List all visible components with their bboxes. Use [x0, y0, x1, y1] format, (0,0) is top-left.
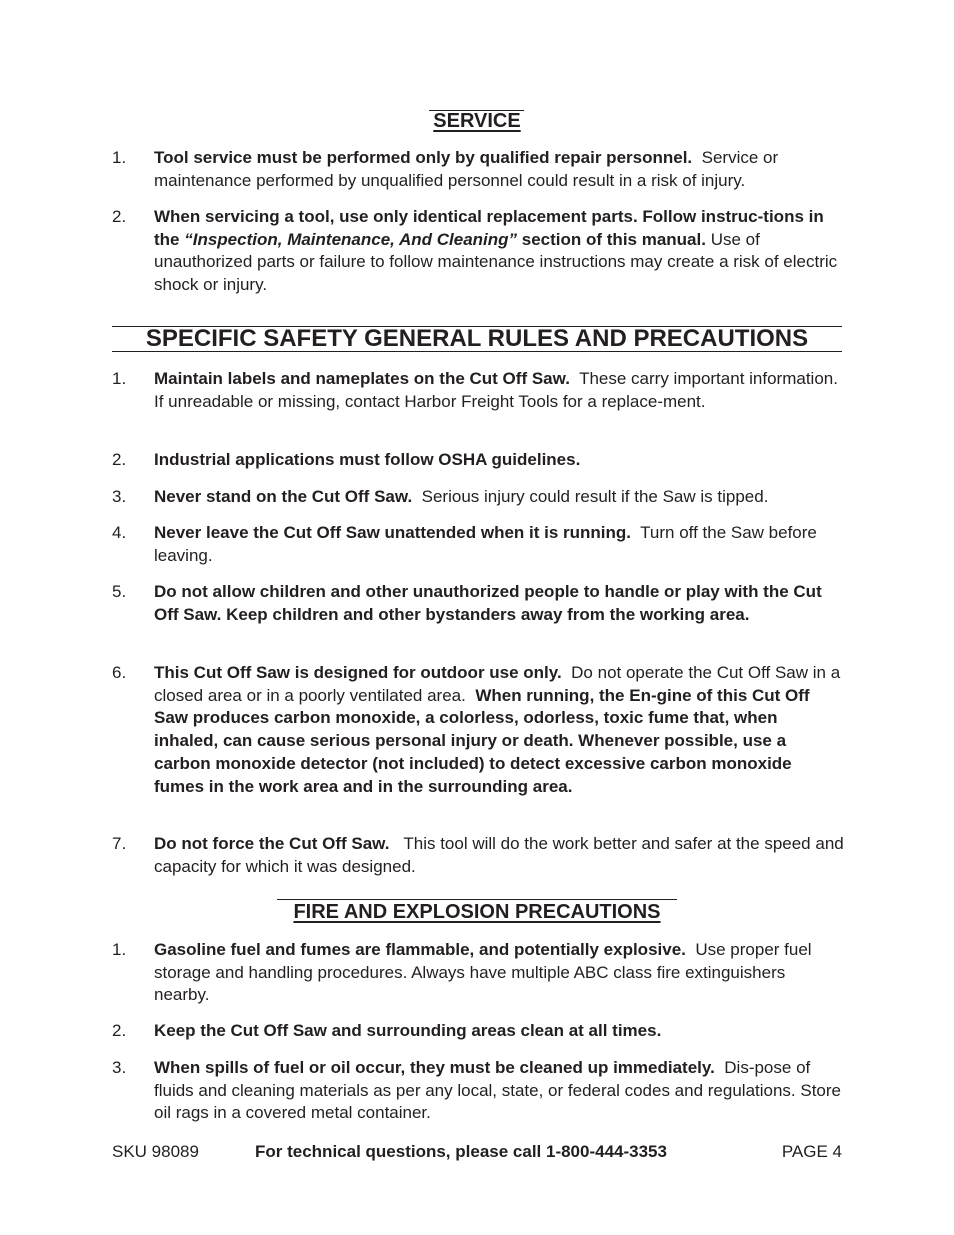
item-bold-text: Do not allow children and other unauthorized people to handle or play with the Cut Off Saw. Keep children and other bystanders away from the working area.: [154, 582, 822, 624]
item-number: 2.: [112, 207, 127, 226]
item-bold-text: Gasoline fuel and fumes are flammable, and potentially explosive.: [154, 940, 686, 959]
item-bold-text: Never leave the Cut Off Saw unattended when it is running.: [154, 523, 632, 542]
item-text: Turn off the Saw before leaving.: [154, 523, 817, 565]
item-number: 3.: [112, 487, 127, 506]
item-text: This tool will do the work better and safer at the speed and capacity for which it was designed.: [154, 834, 844, 876]
item-number: 7.: [112, 834, 127, 853]
item-text: Serious injury could result if the Saw is tipped.: [421, 487, 769, 506]
specific-title-underline: [112, 351, 842, 352]
item-text: Do not operate the Cut Off Saw in a closed area or in a poorly ventilated area.: [154, 663, 841, 705]
fire-section-title: FIRE AND EXPLOSION PRECAUTIONS: [293, 901, 661, 923]
item-number: 6.: [112, 663, 127, 682]
item-number: 5.: [112, 582, 127, 601]
item-number: 1.: [112, 940, 127, 959]
item-text: Use proper fuel storage and handling procedures. Always have multiple ABC class fire extinguishers nearby.: [154, 940, 812, 1005]
item-text: Service or maintenance performed by unqualified personnel could result in a risk of injury.: [154, 148, 779, 190]
footer-page-number: PAGE 4: [781, 1142, 842, 1161]
item-bold-text: Tool service must be performed only by qualified repair personnel.: [154, 148, 693, 167]
item-bold-text: When servicing a tool, use only identical replacement parts. Follow instruc-tions in the: [154, 207, 824, 249]
item-bold-text: This Cut Off Saw is designed for outdoor use only.: [154, 663, 562, 682]
item-bold-text: Never stand on the Cut Off Saw.: [154, 487, 413, 506]
item-bold-text-2: When running, the En-gine of this Cut Off Saw produces carbon monoxide, a colorless, odorless, toxic fume that, when inhaled, can cause serious personal injury or death. Whenever possible, use a carbon monoxide detector (not included) to detect excessive carbon monoxide fumes in the work area and in the surrounding area.: [154, 685, 810, 796]
item-bold-text: Keep the Cut Off Saw and surrounding areas clean at all times.: [154, 1021, 662, 1040]
footer-phone: For technical questions, please call 1-800-444-3353: [255, 1142, 667, 1161]
specific-section-title: SPECIFIC SAFETY GENERAL RULES AND PRECAUTIONS: [145, 325, 809, 352]
footer-sku: SKU 98089: [112, 1142, 199, 1161]
item-text: Use of unauthorized parts or failure to follow maintenance instructions may create a risk of electric shock or injury.: [154, 229, 838, 295]
item-number: 4.: [112, 523, 127, 542]
item-bold-text: Maintain labels and nameplates on the Cut Off Saw.: [154, 369, 570, 388]
item-bold-text: Do not force the Cut Off Saw.: [154, 834, 390, 853]
item-text: Dis-pose of fluids and cleaning materials as per any local, state, or federal codes and regulations. Store oil rags in a covered metal container.: [154, 1058, 842, 1123]
item-bold-text: Industrial applications must follow OSHA guidelines.: [154, 450, 581, 469]
service-section-title: SERVICE: [433, 110, 521, 132]
item-italic-reference: “Inspection, Maintenance, And Cleaning”: [184, 229, 518, 249]
item-number: 2.: [112, 450, 127, 469]
item-number: 1.: [112, 148, 127, 167]
item-number: 2.: [112, 1021, 127, 1040]
item-bold-text-2: section of this manual.: [521, 229, 706, 249]
item-number: 3.: [112, 1058, 127, 1077]
item-number: 1.: [112, 369, 127, 388]
item-bold-text: When spills of fuel or oil occur, they must be cleaned up immediately.: [154, 1058, 715, 1077]
item-text: These carry important information. If unreadable or missing, contact Harbor Freight Tools for a replace-ment.: [154, 369, 838, 411]
